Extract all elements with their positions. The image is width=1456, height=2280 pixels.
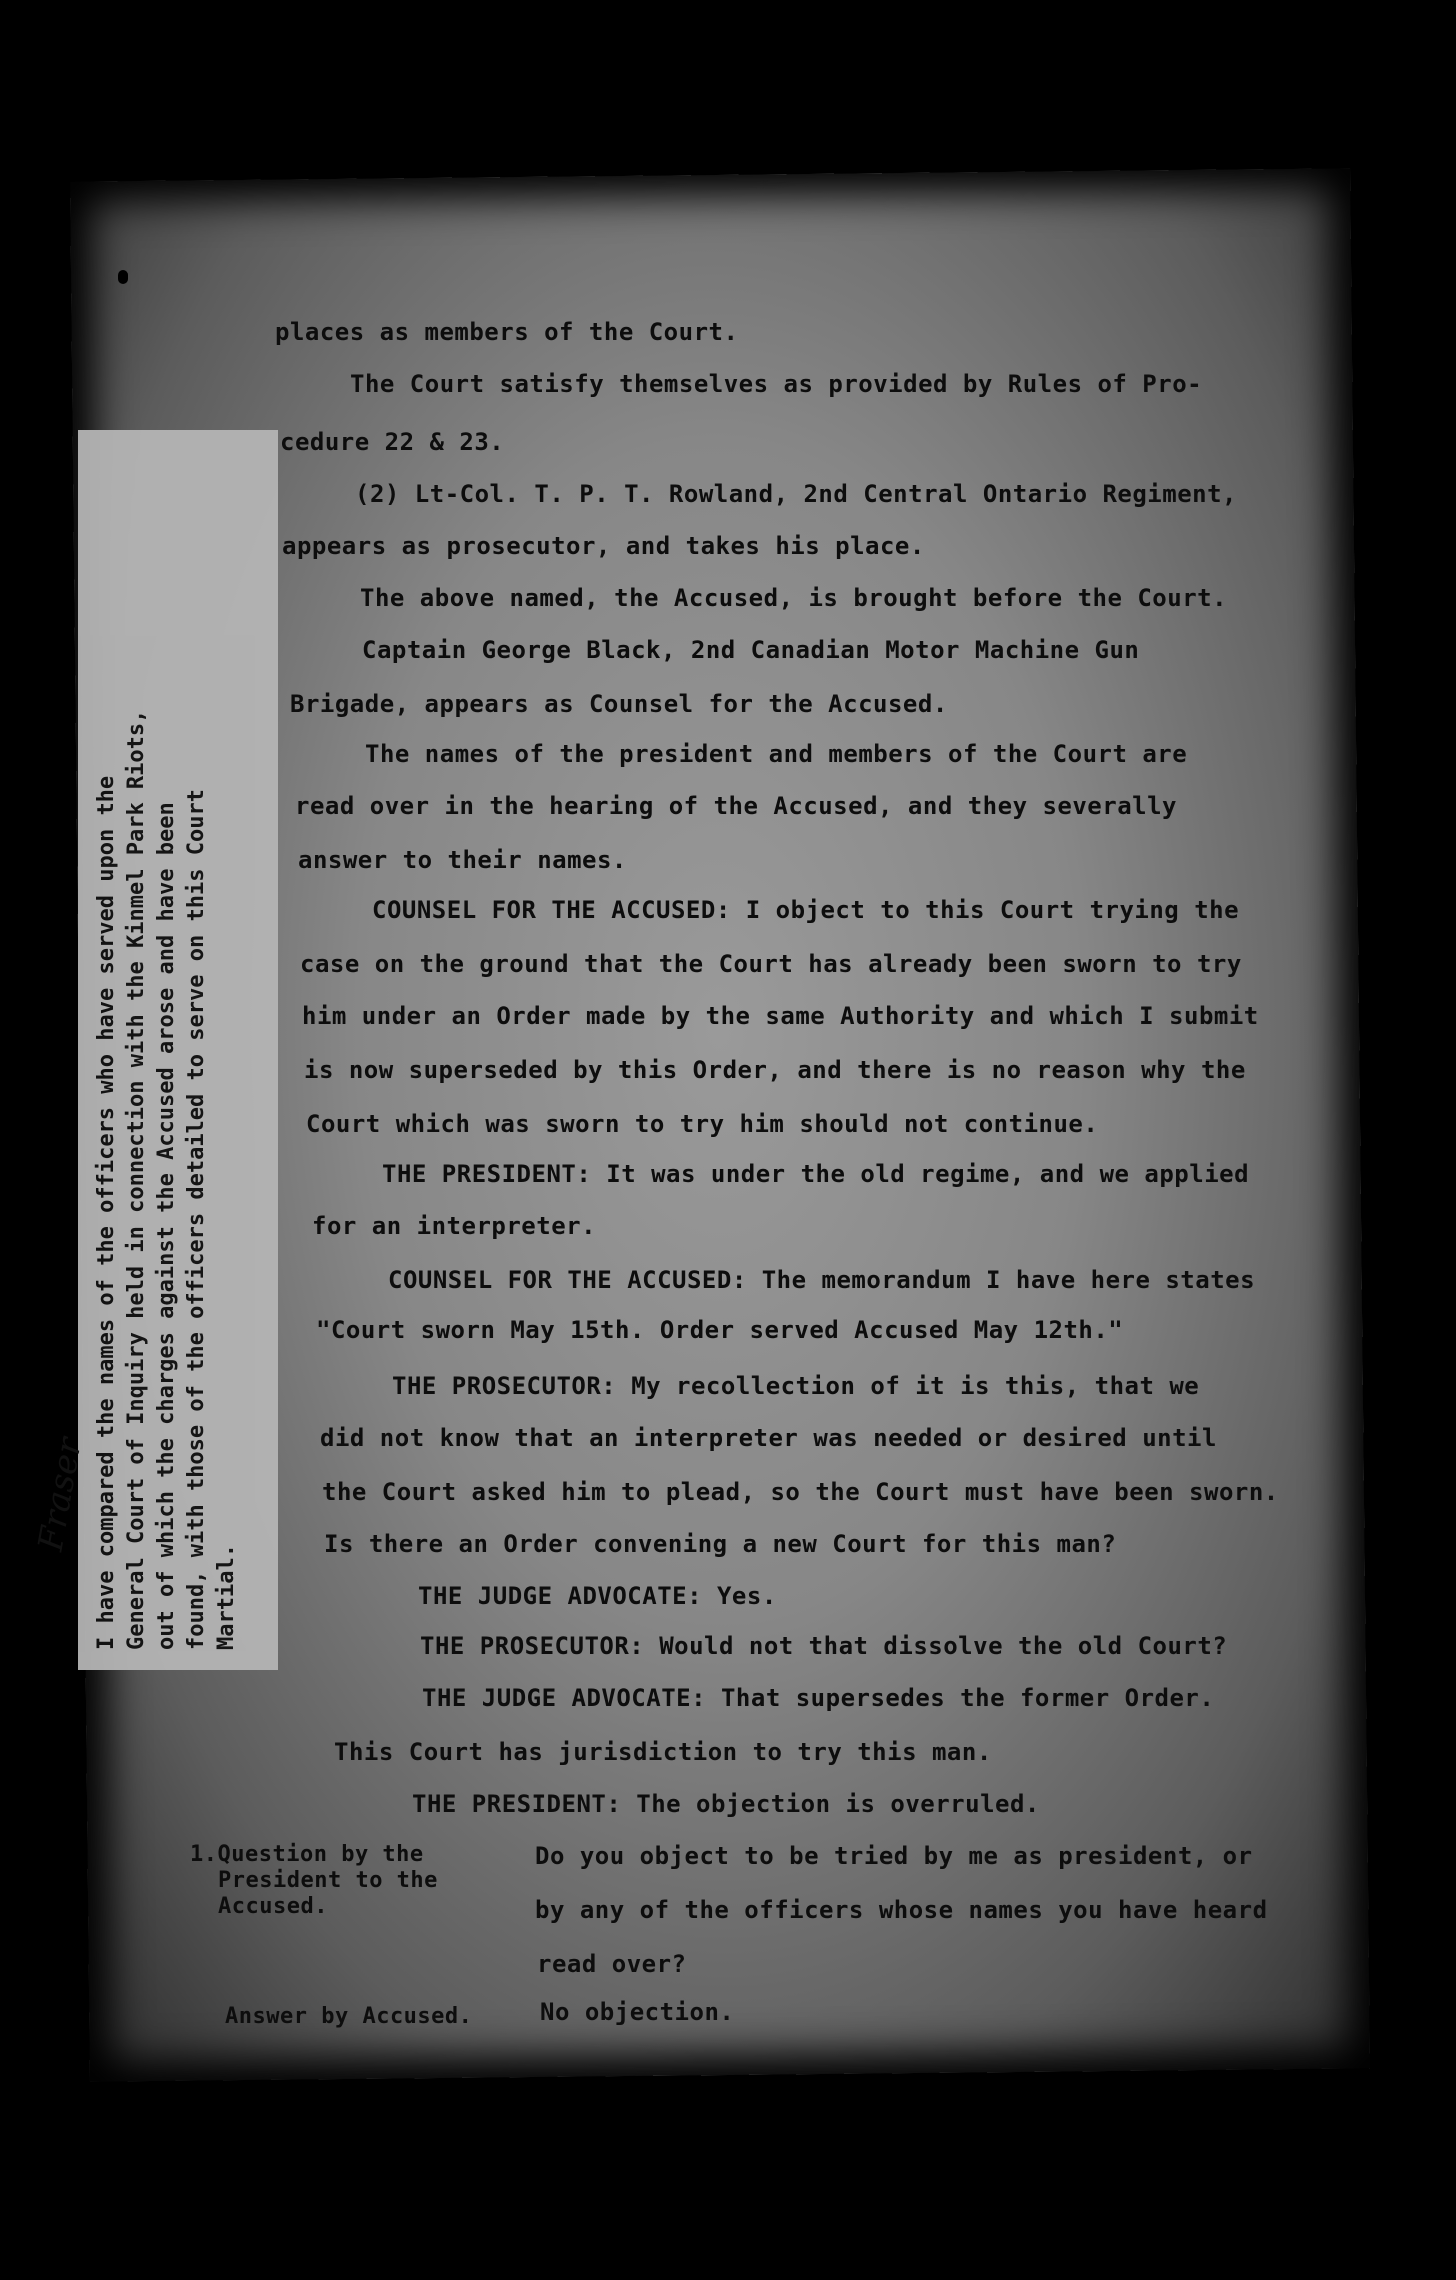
transcript-line: for an interpreter. (312, 1212, 597, 1240)
question-label: Accused. (218, 1894, 328, 1919)
margin-note-line: General Court of Inquiry held in connection with the Kinmel Park Riots, (124, 709, 149, 1650)
transcript-line: COUNSEL FOR THE ACCUSED: The memorandum I have here states (388, 1266, 1256, 1294)
transcript-line: COUNSEL FOR THE ACCUSED: I object to this Court trying the (372, 896, 1240, 924)
question-text: read over? (537, 1950, 687, 1978)
question-label: 1.Question by the (190, 1842, 424, 1867)
transcript-line: read over in the hearing of the Accused, and they severally (295, 792, 1178, 820)
transcript-line: The names of the president and members of the Court are (365, 740, 1188, 768)
margin-note-line: I have compared the names of the officers who have served upon the (94, 775, 119, 1650)
question-text: Do you object to be tried by me as president, or (535, 1842, 1253, 1870)
transcript-line: "Court sworn May 15th. Order served Accused May 12th." (316, 1316, 1124, 1344)
transcript-line: This Court has jurisdiction to try this man. (334, 1738, 992, 1766)
transcript-line: THE JUDGE ADVOCATE: That supersedes the former Order. (422, 1684, 1215, 1712)
punch-hole (395, 38, 405, 52)
transcript-line: Is there an Order convening a new Court for this man? (324, 1530, 1117, 1558)
transcript-line: Brigade, appears as Counsel for the Accused. (290, 690, 948, 718)
question-text: by any of the officers whose names you have heard (535, 1896, 1268, 1924)
transcript-line: Court which was sworn to try him should not continue. (306, 1110, 1099, 1138)
answer-text: No objection. (540, 1998, 735, 2026)
transcript-line: appears as prosecutor, and takes his place. (282, 532, 925, 560)
transcript-line: the Court asked him to plead, so the Court must have been sworn. (322, 1478, 1279, 1506)
punch-hole (1040, 72, 1050, 86)
punch-hole (118, 270, 128, 284)
transcript-line: case on the ground that the Court has already been sworn to try (300, 950, 1242, 978)
transcript-line: THE PRESIDENT: It was under the old regime, and we applied (382, 1160, 1250, 1188)
answer-label: Answer by Accused. (225, 2004, 473, 2029)
question-label: President to the (218, 1868, 438, 1893)
transcript-line: THE PROSECUTOR: My recollection of it is this, that we (392, 1372, 1200, 1400)
transcript-line: (2) Lt-Col. T. P. T. Rowland, 2nd Central Ontario Regiment, (355, 480, 1238, 508)
transcript-line: did not know that an interpreter was needed or desired until (320, 1424, 1217, 1452)
transcript-line: THE PROSECUTOR: Would not that dissolve the old Court? (420, 1632, 1228, 1660)
handwritten-signature: Fraser (30, 1434, 90, 1554)
transcript-line: is now superseded by this Order, and there is no reason why the (304, 1056, 1246, 1084)
margin-note-line: found, with those of the officers detailed to serve on this Court (184, 789, 209, 1650)
transcript-line: him under an Order made by the same Authority and which I submit (302, 1002, 1259, 1030)
transcript-line: cedure 22 & 23. (280, 428, 505, 456)
transcript-line: Captain George Black, 2nd Canadian Motor Machine Gun (362, 636, 1140, 664)
transcript-line: The above named, the Accused, is brought before the Court. (360, 584, 1228, 612)
transcript-line: THE JUDGE ADVOCATE: Yes. (418, 1582, 777, 1610)
transcript-line: answer to their names. (298, 846, 627, 874)
transcript-line: THE PRESIDENT: The objection is overruled. (412, 1790, 1040, 1818)
margin-note-line: out of which the charges against the Accused arose and have been (154, 802, 179, 1650)
margin-note-line: Martial. (214, 1544, 239, 1650)
transcript-line: The Court satisfy themselves as provided by Rules of Pro- (350, 370, 1203, 398)
transcript-line: places as members of the Court. (275, 318, 739, 346)
